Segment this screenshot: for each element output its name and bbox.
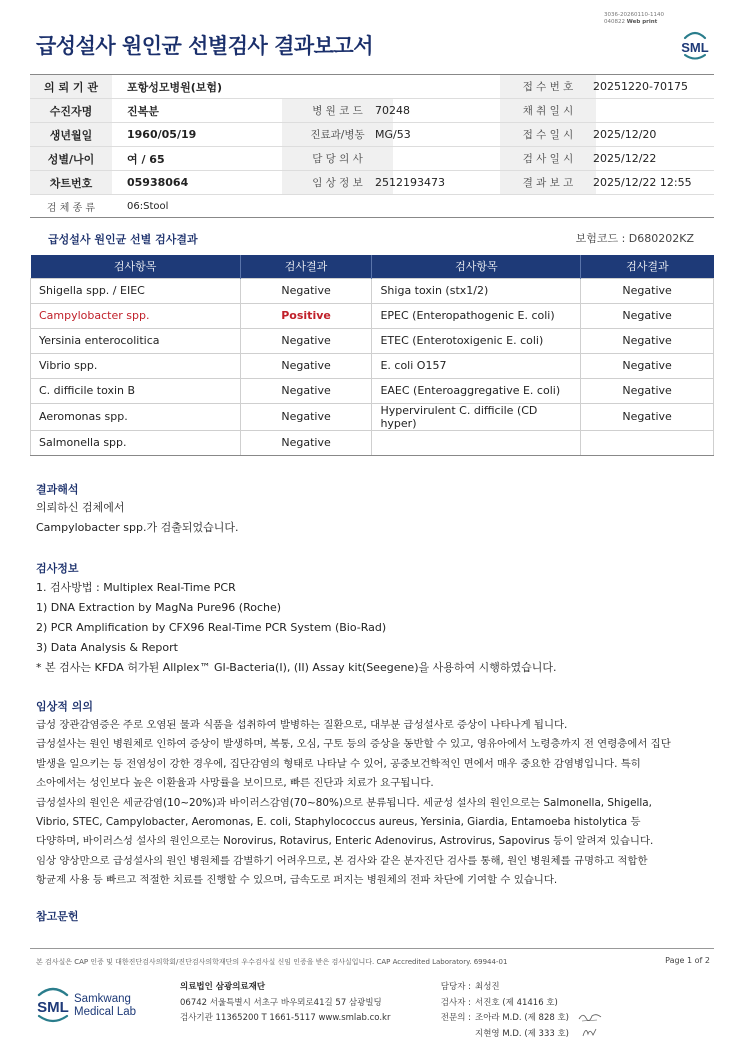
staff-row (427, 980, 569, 996)
info-row (30, 75, 714, 99)
cap-accreditation-note: 본 검사실은 CAP 인증 및 대한진단검사의학회/진단검사의학재단의 우수검사실 신임 인증을 받은 검사실입니다. CAP Accredited Laboratory. 69944-01 (36, 958, 508, 966)
results-header-row (31, 255, 714, 278)
info-row (30, 99, 714, 123)
test-item: Salmonella spp. (31, 430, 241, 455)
report-date-label: 결 과 보 고 (500, 171, 596, 194)
header-test-result: 검사결과 (581, 255, 714, 278)
staff-row (427, 1011, 569, 1027)
test-info-line: * 본 검사는 KFDA 허가된 Allplex™ GI-Bacteria(I), (II) Assay kit(Seegene)을 사용하여 시행하였습니다. (36, 661, 557, 674)
dept-label: 진료과/병동 (282, 123, 393, 146)
staff-row (427, 996, 569, 1012)
table-row (31, 328, 714, 353)
footer-organization (180, 980, 390, 1027)
test-result: Negative (240, 278, 372, 303)
footer-divider (30, 948, 714, 949)
receive-date-label: 접 수 일 시 (500, 123, 596, 146)
dob-label: 생년월일 (30, 123, 112, 146)
clinical-info-value: 2512193473 (375, 176, 445, 189)
test-item: E. coli O157 (372, 353, 581, 378)
test-result: Negative (581, 403, 714, 430)
sex-age-value: 여 / 65 (127, 152, 165, 166)
signature-1-icon (577, 1010, 603, 1024)
test-info-line: 1) DNA Extraction by MagNa Pure96 (Roche) (36, 601, 282, 614)
interpretation-line: Campylobacter spp.가 검출되었습니다. (36, 521, 239, 534)
references-heading: 참고문헌 (36, 910, 79, 923)
test-result-positive: Positive (240, 303, 372, 328)
staff-role: 검사자 : (440, 997, 471, 1008)
clinical-line: 임상 양상만으로 급성설사의 원인 병원체를 감별하기 어려우므로, 본 검사와 같은 분자진단 검사를 통해, 원인 병원체를 규명하고 적합한 (36, 854, 648, 867)
interpretation-line: 의뢰하신 검체에서 (36, 501, 125, 514)
test-result: Negative (240, 328, 372, 353)
institution-label: 의 뢰 기 관 (30, 75, 112, 98)
collect-date-label: 채 취 일 시 (500, 99, 596, 122)
test-item: EAEC (Enteroaggregative E. coli) (372, 378, 581, 403)
staff-name: 최성진 (475, 982, 500, 992)
test-info-line: 2) PCR Amplification by CFX96 Real-Time PCR System (Bio-Rad) (36, 621, 387, 634)
clinical-line: 소아에서는 성인보다 높은 이환율과 사망률을 보이므로, 빠른 진단과 치료가 요구됩니다. (36, 777, 434, 790)
patient-label: 수진자명 (30, 99, 112, 122)
clinical-significance-text (36, 716, 716, 891)
hospital-code-value: 70248 (375, 104, 410, 117)
sml-logo-icon (677, 26, 713, 62)
patient-info-table (30, 74, 714, 218)
staff-name: 조아라 M.D. (제 828 호) (475, 1013, 570, 1023)
test-item: Shigella spp. / EIEC (31, 278, 241, 303)
web-print-tag: Web print (626, 19, 658, 25)
logo-text: SML (681, 40, 709, 55)
staff-role: 담당자 : (440, 982, 471, 992)
clinical-line: 급성 장관감염증은 주로 오염된 물과 식품을 섭취하여 발병하는 질환으로, 대부분 급성설사로 증상이 나타나게 됩니다. (36, 719, 568, 731)
document-id-code: 040822 (604, 19, 626, 25)
test-info-text (36, 578, 716, 678)
test-result: Negative (581, 353, 714, 378)
institution-value: 포항성모병원(보험) (127, 80, 223, 94)
hospital-code-label: 병 원 코 드 (282, 99, 393, 122)
clinical-line: Vibrio, STEC, Campylobacter, Aeromonas, E. coli, Staphylococcus aureus, Yersinia, Giardia, Entamoeba histolytica 등 (36, 816, 641, 829)
test-item-positive: Campylobacter spp. (31, 303, 241, 328)
clinical-line: 발생을 일으키는 등 전염성이 강한 경우에, 집단감염의 형태로 나타날 수 있어, 공중보건학적인 면에서 매우 중요한 감염병입니다. 특히 (36, 757, 641, 770)
chart-no-label: 차트번호 (30, 171, 112, 194)
header-test-result: 검사결과 (240, 255, 372, 278)
org-contact: 검사기관 11365200 T 1661-5117 www.smlab.co.kr (180, 1013, 391, 1023)
table-row (31, 278, 714, 303)
clinical-info-label: 임 상 정 보 (282, 171, 393, 194)
test-item: ETEC (Enterotoxigenic E. coli) (372, 328, 581, 353)
info-row (30, 195, 714, 218)
staff-name: 서진호 (제 41416 호) (475, 997, 558, 1008)
doctor-value (375, 147, 505, 170)
table-row (31, 403, 714, 430)
test-date-value: 2025/12/22 (593, 152, 657, 165)
test-info-line: 3) Data Analysis & Report (36, 641, 178, 654)
test-date-label: 검 사 일 시 (500, 147, 596, 170)
staff-name: 지현영 M.D. (제 333 호) (475, 1028, 570, 1039)
receipt-no-value: 20251220-70175 (593, 80, 688, 93)
specimen-label: 검 체 종 류 (46, 202, 96, 214)
test-result: Negative (240, 378, 372, 403)
page-title: 급성설사 원인균 선별검사 결과보고서 (36, 34, 374, 58)
specimen-value: 06:Stool (127, 200, 169, 212)
info-row (30, 147, 714, 171)
clinical-line: 급성설사는 원인 병원체로 인하여 증상이 발생하며, 복통, 오심, 구토 등의 증상을 동반할 수 있고, 영유아에서 노령층까지 전 연령층에서 집단 (36, 738, 671, 751)
table-row (31, 430, 714, 455)
clinical-line: 급성설사의 원인은 세균감염(10~20%)과 바이러스감염(70~80%)으로 분류됩니다. 세균성 설사의 원인으로는 Salmonella, Shigella, (36, 796, 652, 809)
table-row (31, 378, 714, 403)
samkwang-logo-icon (36, 982, 146, 1026)
dob-value: 1960/05/19 (127, 128, 197, 141)
test-item: Vibrio spp. (31, 353, 241, 378)
test-item (372, 430, 581, 455)
test-info-heading: 검사정보 (36, 562, 79, 575)
test-item: Aeromonas spp. (31, 403, 241, 430)
test-info-line: 1. 검사방법 : Multiplex Real-Time PCR (36, 581, 236, 594)
table-row (31, 303, 714, 328)
collect-date-value (593, 99, 714, 122)
test-item: Yersinia enterocolitica (31, 328, 241, 353)
patient-value: 진복분 (127, 104, 159, 118)
test-result: Negative (240, 353, 372, 378)
footer-logo-name-1: Samkwang (74, 993, 131, 1005)
report-date-value: 2025/12/22 12:55 (593, 176, 692, 189)
doctor-label: 담 당 의 사 (282, 147, 393, 170)
chart-no-value: 05938064 (127, 176, 189, 189)
document-id (604, 12, 664, 26)
clinical-line: 항균제 사용 등 빠르고 적절한 치료를 진행할 수 있으며, 급속도로 퍼지는 병원체의 전파 차단에 기여할 수 있습니다. (36, 874, 558, 887)
clinical-significance-heading: 임상적 의의 (36, 700, 93, 713)
receive-date-value: 2025/12/20 (593, 128, 657, 141)
results-section-title: 급성설사 원인균 선별 검사결과 (48, 233, 198, 246)
staff-row (427, 1027, 569, 1043)
org-name: 의료법인 삼광의료재단 (180, 982, 266, 992)
test-item: C. difficile toxin B (31, 378, 241, 403)
insurance-code: 보험코드 : D680202KZ (575, 232, 694, 245)
header-test-item: 검사항목 (372, 255, 581, 278)
footer-logo-name-2: Medical Lab (74, 1006, 137, 1018)
test-result: Negative (581, 378, 714, 403)
clinical-line: 다양하며, 바이러스성 설사의 원인으로는 Norovirus, Rotavirus, Enteric Adenovirus, Astrovirus, Sapovirus 등이 알려져 있습니다. (36, 835, 654, 848)
receipt-no-label: 접 수 번 호 (500, 75, 596, 98)
footer-logo-text: SML (37, 999, 69, 1016)
test-item: Hypervirulent C. difficile (CD hyper) (372, 403, 581, 430)
info-row (30, 123, 714, 147)
test-item: Shiga toxin (stx1/2) (372, 278, 581, 303)
staff-role: 전문의 : (440, 1013, 471, 1023)
test-result: Negative (581, 303, 714, 328)
interpretation-text (36, 498, 716, 538)
org-address: 06742 서울특별시 서초구 바우뫼로41길 57 삼광빌딩 (180, 997, 382, 1008)
test-item: EPEC (Enteropathogenic E. coli) (372, 303, 581, 328)
footer-staff (427, 980, 569, 1042)
test-result (581, 430, 714, 455)
dept-value: MG/53 (375, 128, 411, 141)
signature-2-icon (580, 1024, 606, 1038)
test-result: Negative (240, 430, 372, 455)
interpretation-heading: 결과해석 (36, 483, 79, 496)
document-id-line1: 3036-20260110-1140 (604, 12, 664, 18)
test-result: Negative (240, 403, 372, 430)
test-result: Negative (581, 328, 714, 353)
table-row (31, 353, 714, 378)
results-table (30, 255, 714, 456)
page-number: Page 1 of 2 (665, 956, 710, 965)
test-result: Negative (581, 278, 714, 303)
header-test-item: 검사항목 (31, 255, 241, 278)
staff-role (427, 1027, 475, 1043)
sex-age-label: 성별/나이 (30, 147, 112, 170)
info-row (30, 171, 714, 195)
